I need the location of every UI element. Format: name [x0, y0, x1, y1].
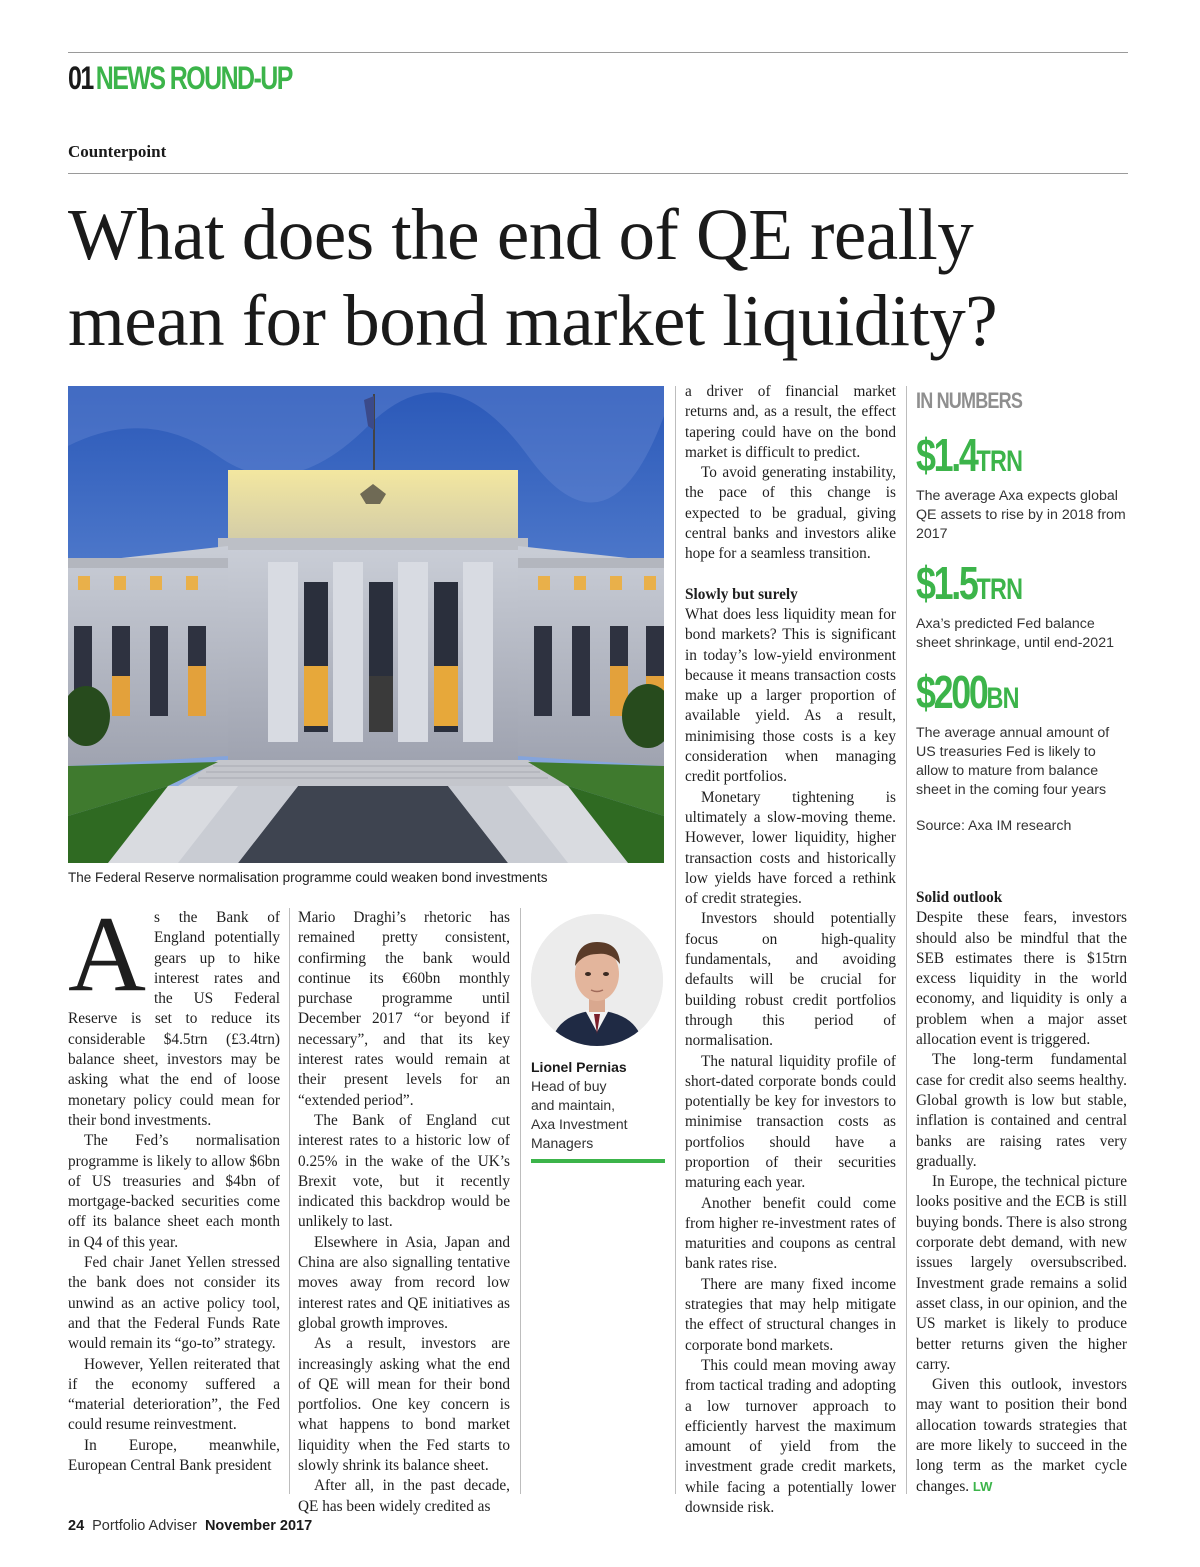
article-paragraph: In Europe, the technical picture looks positive and the ECB is still buying bonds. There is also strong corporate debt demand, with new issues largely oversubscribed. Investment grade remains a solid asset class, in our opinion, and the US market is likely to produce better returns given the higher carry. — [916, 1173, 1127, 1373]
page-number: 24 — [68, 1518, 85, 1534]
article-column-4 — [916, 888, 1127, 1497]
subheading: Slowly but surely — [685, 585, 798, 603]
stat-source: Source: Axa IM research — [916, 818, 1072, 834]
in-numbers-box — [916, 386, 1128, 834]
stat-value: $200BN — [916, 666, 1019, 718]
stat-value: $1.4TRN — [916, 429, 1023, 481]
author-name: Lionel Pernias — [531, 1059, 627, 1075]
article-paragraph: Monetary tightening is ultimately a slow-moving theme. However, lower liquidity, higher transaction costs and historically low yields have forced a rethink of credit strategies. — [685, 788, 896, 908]
author-role-line: Managers — [531, 1135, 594, 1151]
author-accent-bar — [531, 1159, 665, 1163]
article-paragraph: To avoid generating instability, the pace of this change is expected to be gradual, giving central banks and investors alike hope for a seamless transition. — [685, 464, 896, 563]
photo-caption: The Federal Reserve normalisation programme could weaken bond investments — [68, 870, 548, 885]
page-footer — [68, 1518, 312, 1534]
stat-item — [916, 429, 1128, 544]
stat-value: $1.5TRN — [916, 557, 1023, 609]
article-paragraph: a driver of financial market returns and, as a result, the effect tapering could have on the bond market is difficult to predict. — [685, 383, 896, 461]
top-rule — [68, 52, 1128, 53]
article-paragraph: The Bank of England cut interest rates to a historic low of 0.25% in the wake of the UK’s Brexit vote, but it recently indicated this backdrop would be unlikely to last. — [298, 1111, 510, 1231]
stat-item — [916, 666, 1128, 800]
article-column-1 — [68, 895, 280, 1476]
column-divider — [289, 908, 290, 1494]
article-paragraph: Investors should potentially focus on high-quality fundamentals, and avoiding defaults will be crucial for building robust credit portfolios through this period of normalisation. — [685, 910, 896, 1050]
article-paragraph: Mario Draghi’s rhetoric has remained pretty consistent, confirming the bank would continue its €60bn monthly purchase programme until December 2017 “or beyond if necessary”, and that its key interest rates would remain at their present levels for an “extended period”. — [298, 909, 510, 1109]
article-paragraph: As a result, investors are increasingly asking what the end of QE will mean for their bond portfolios. One key concern is what happens to bond market liquidity when the Fed starts to slowly shrink its balance sheet. — [298, 1335, 510, 1475]
kicker-rule — [68, 173, 1128, 174]
federal-reserve-photo — [68, 386, 664, 863]
article-paragraph: The Fed’s normalisation programme is likely to allow $6bn of US treasuries and $4bn of mortgage-backed securities come off its balance sheet each month in Q4 of this year. — [68, 1132, 280, 1251]
stat-description: The average annual amount of US treasuries Fed is likely to allow to mature from balance sheet in the coming four years — [916, 725, 1110, 798]
author-portrait — [531, 914, 663, 1046]
in-numbers-title: IN NUMBERS — [916, 388, 1023, 413]
issue-date: November 2017 — [204, 1518, 313, 1534]
subheading: Solid outlook — [916, 889, 1003, 906]
page-title — [68, 192, 1148, 364]
column-divider — [675, 386, 676, 1494]
article-paragraph: Despite these fears, investors should also be mindful that the SEB estimates there is $15trn excess liquidity in the world economy, and liquidity is only a problem when a major asset allocation event is triggered. — [916, 909, 1127, 1049]
article-paragraph: As the Bank of England potentially gears up to hike interest rates and the US Federal Reserve is set to reduce its considerable $4.5trn (£3.4trn) balance sheet, investors may be asking what the end of loose monetary policy could mean for their bond investments. — [68, 895, 280, 1129]
article-paragraph: Given this outlook, investors may want to position their bond allocation towards strategies that are more likely to succeed in the long term as the market cycle changes. LW — [916, 1376, 1127, 1495]
article-paragraph: There are many fixed income strategies that may help mitigate the effect of structural changes in corporate bond markets. — [685, 1275, 896, 1354]
author-role-line: and maintain, — [531, 1097, 616, 1113]
section-header — [68, 58, 292, 98]
article-column-2 — [298, 908, 510, 1517]
headline-line-1: What does the end of QE really — [68, 194, 974, 275]
article-paragraph: However, Yellen reiterated that if the economy suffered a “material deterioration”, the Fed could resume reinvestment. — [68, 1355, 280, 1434]
article-paragraph: This could mean moving away from tactical trading and adopting a low turnover approach to efficiently harvest the maximum amount of yield from the investment grade credit markets, while facing a potentially lower downside risk. — [685, 1356, 896, 1517]
magazine-name: Portfolio Adviser — [92, 1518, 197, 1534]
stat-item — [916, 557, 1128, 653]
section-name: NEWS ROUND-UP — [95, 60, 292, 96]
headline-line-2: mean for bond market liquidity? — [68, 280, 998, 361]
article-paragraph: After all, in the past decade, QE has been widely credited as — [298, 1477, 510, 1515]
author-info — [531, 1058, 665, 1163]
article-paragraph: The natural liquidity profile of short-dated corporate bonds could potentially be key for investors to minimise transaction costs as portfolios should have a proportion of their securities maturing each year. — [685, 1052, 896, 1192]
article-paragraph: Fed chair Janet Yellen stressed the bank does not consider its unwind as an active policy tool, and that the Federal Funds Rate would remain its “go-to” strategy. — [68, 1254, 280, 1353]
article-paragraph: Another benefit could come from higher re-investment rates of maturities and coupons as central bank rates rise. — [685, 1194, 896, 1273]
article-paragraph: What does less liquidity mean for bond markets? This is significant in today’s low-yield environment because it means transaction costs make up a larger proportion of available yield. As a result, minimising those costs is a key consideration when managing credit portfolios. — [685, 605, 896, 786]
author-initials: LW — [972, 1478, 993, 1494]
section-number: 01 — [68, 60, 93, 96]
column-divider — [520, 908, 521, 1494]
author-role-line: Axa Investment — [531, 1116, 628, 1132]
article-column-3 — [685, 382, 896, 1518]
article-paragraph: In Europe, meanwhile, European Central Bank president — [68, 1436, 280, 1475]
stat-description: The average Axa expects global QE assets to rise by in 2018 from 2017 — [916, 488, 1126, 542]
kicker-label: Counterpoint — [68, 142, 167, 161]
stat-description: Axa’s predicted Fed balance sheet shrinkage, until end-2021 — [916, 616, 1114, 651]
article-paragraph: Elsewhere in Asia, Japan and China are also signalling tentative moves away from record low interest rates and QE initiatives as global growth improves. — [298, 1233, 510, 1332]
author-role-line: Head of buy — [531, 1078, 607, 1094]
drop-cap: A — [68, 895, 146, 1014]
article-paragraph: The long-term fundamental case for credit also seems healthy. Global growth is low but stable, inflation is contained and central banks are raising rates very gradually. — [916, 1051, 1127, 1170]
column-divider — [906, 386, 907, 1494]
